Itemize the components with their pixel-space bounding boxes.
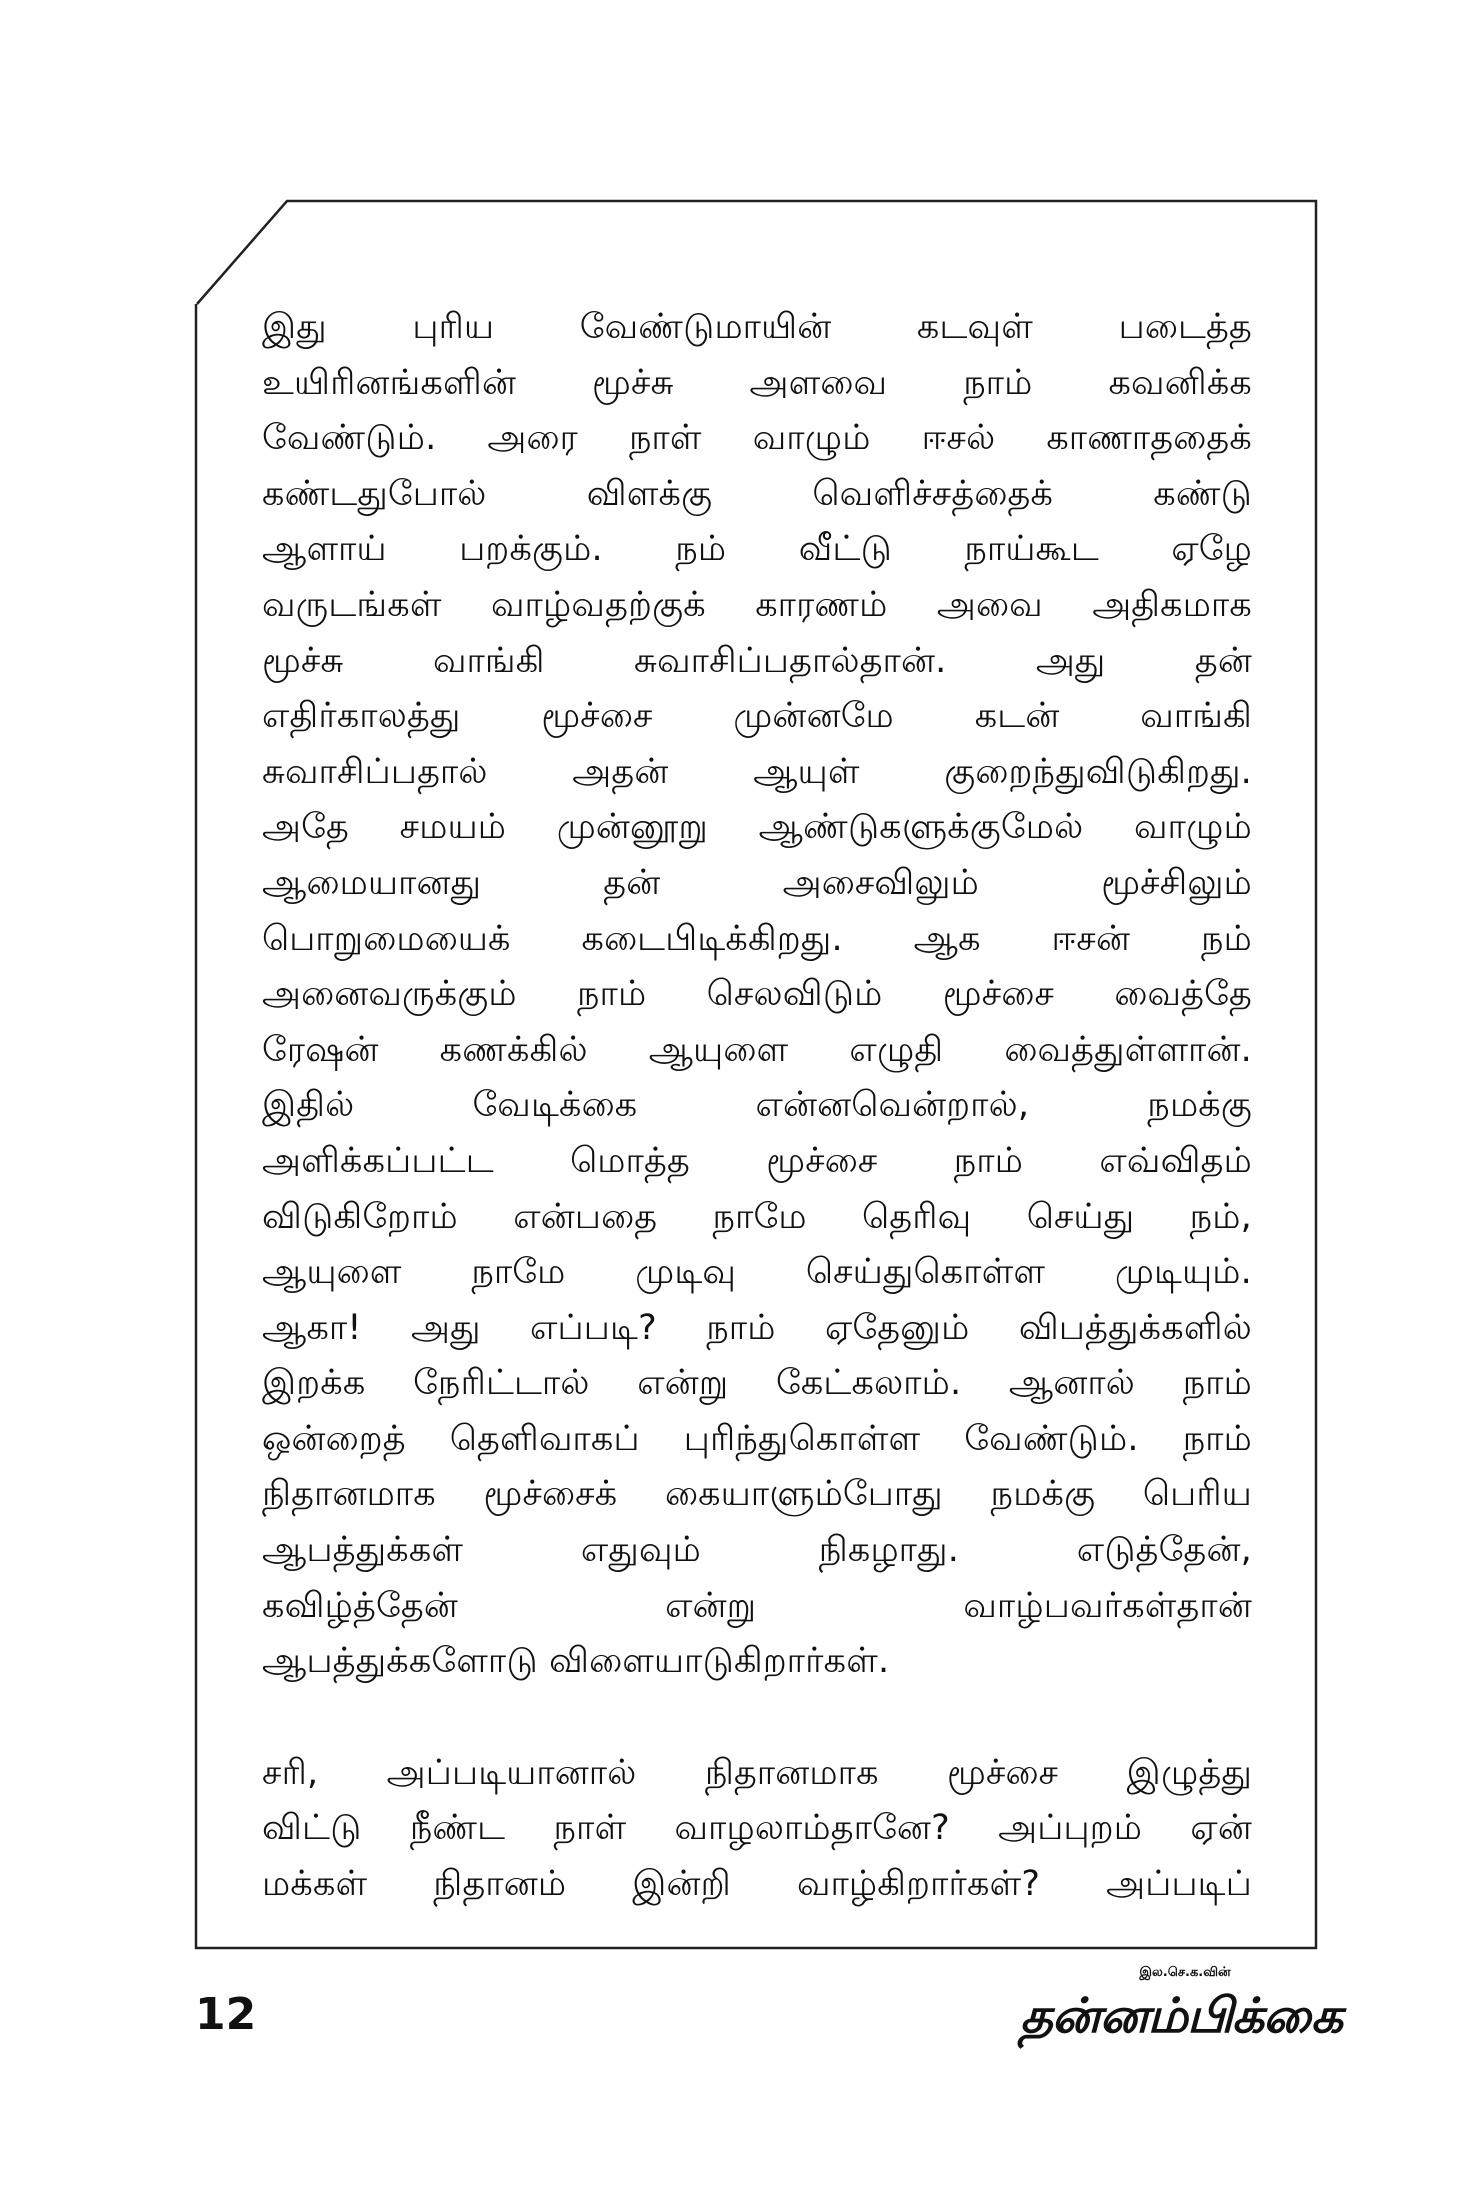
text-line: நிதானமாக மூச்சைக் கையாளும்போது நமக்கு பெரிய: [262, 1474, 1252, 1515]
paragraph-spacer: [262, 1690, 1252, 1746]
text-line: ஆயுளை நாமே முடிவு செய்துகொள்ள முடியும்.: [262, 1252, 1252, 1293]
article-body: [262, 300, 1252, 1913]
page-number: 12: [195, 1989, 257, 2040]
text-line: அளிக்கப்பட்ட மொத்த மூச்சை நாம் எவ்விதம்: [262, 1140, 1252, 1181]
brand-byline: இல.செ.க.வின்: [1139, 1965, 1231, 1980]
text-line: ரேஷன் கணக்கில் ஆயுளை எழுதி வைத்துள்ளான்.: [262, 1029, 1252, 1070]
text-line: ஒன்றைத் தெளிவாகப் புரிந்துகொள்ள வேண்டும். நாம்: [262, 1418, 1252, 1459]
text-line: இதில் வேடிக்கை என்னவென்றால், நமக்கு: [262, 1085, 1252, 1126]
magazine-logo: தன்னம்பிக்கை: [1020, 1988, 1342, 2044]
paragraph-1: [262, 300, 1252, 1690]
text-line: ஆபத்துக்கள் எதுவும் நிகழாது. எடுத்தேன்,: [262, 1530, 1252, 1571]
text-line: சுவாசிப்பதால் அதன் ஆயுள் குறைந்துவிடுகிறது.: [262, 751, 1252, 792]
text-line: உயிரினங்களின் மூச்சு அளவை நாம் கவனிக்க: [262, 362, 1252, 403]
text-line: வேண்டும். அரை நாள் வாழும் ஈசல் காணாததைக்: [262, 418, 1252, 459]
text-line: பொறுமையைக் கடைபிடிக்கிறது. ஆக ஈசன் நம்: [262, 918, 1252, 959]
text-line: வருடங்கள் வாழ்வதற்குக் காரணம் அவை அதிகமாக: [262, 584, 1252, 625]
text-line: ஆபத்துக்களோடு விளையாடுகிறார்கள்.: [262, 1641, 890, 1682]
text-line: ஆளாய் பறக்கும். நம் வீட்டு நாய்கூட ஏழே: [262, 529, 1252, 570]
text-line: மக்கள் நிதானம் இன்றி வாழ்கிறார்கள்? அப்படிப்: [262, 1864, 1252, 1905]
text-line: ஆகா! அது எப்படி? நாம் ஏதேனும் விபத்துக்களில்: [262, 1307, 1252, 1348]
text-line: விடுகிறோம் என்பதை நாமே தெரிவு செய்து நம்,: [262, 1196, 1252, 1237]
text-line: ஆமையானது தன் அசைவிலும் மூச்சிலும்: [262, 862, 1252, 903]
text-line: சரி, அப்படியானால் நிதானமாக மூச்சை இழுத்து: [262, 1752, 1252, 1793]
text-line: இறக்க நேரிட்டால் என்று கேட்கலாம். ஆனால் நாம்: [262, 1363, 1252, 1404]
text-line: இது புரிய வேண்டுமாயின் கடவுள் படைத்த: [262, 307, 1252, 347]
text-line: எதிர்காலத்து மூச்சை முன்னமே கடன் வாங்கி: [262, 696, 1252, 737]
text-line: மூச்சு வாங்கி சுவாசிப்பதால்தான். அது தன்: [262, 640, 1252, 681]
text-line: அதே சமயம் முன்னூறு ஆண்டுகளுக்குமேல் வாழும்: [262, 807, 1252, 848]
text-line: கண்டதுபோல் விளக்கு வெளிச்சத்தைக் கண்டு: [262, 473, 1252, 514]
text-line: கவிழ்த்தேன் என்று வாழ்பவர்கள்தான்: [262, 1585, 1252, 1626]
text-line: அனைவருக்கும் நாம் செலவிடும் மூச்சை வைத்தே: [262, 974, 1252, 1015]
text-line: விட்டு நீண்ட நாள் வாழலாம்தானே? அப்புறம் ஏன்: [262, 1808, 1252, 1849]
paragraph-2: [262, 1746, 1252, 1913]
